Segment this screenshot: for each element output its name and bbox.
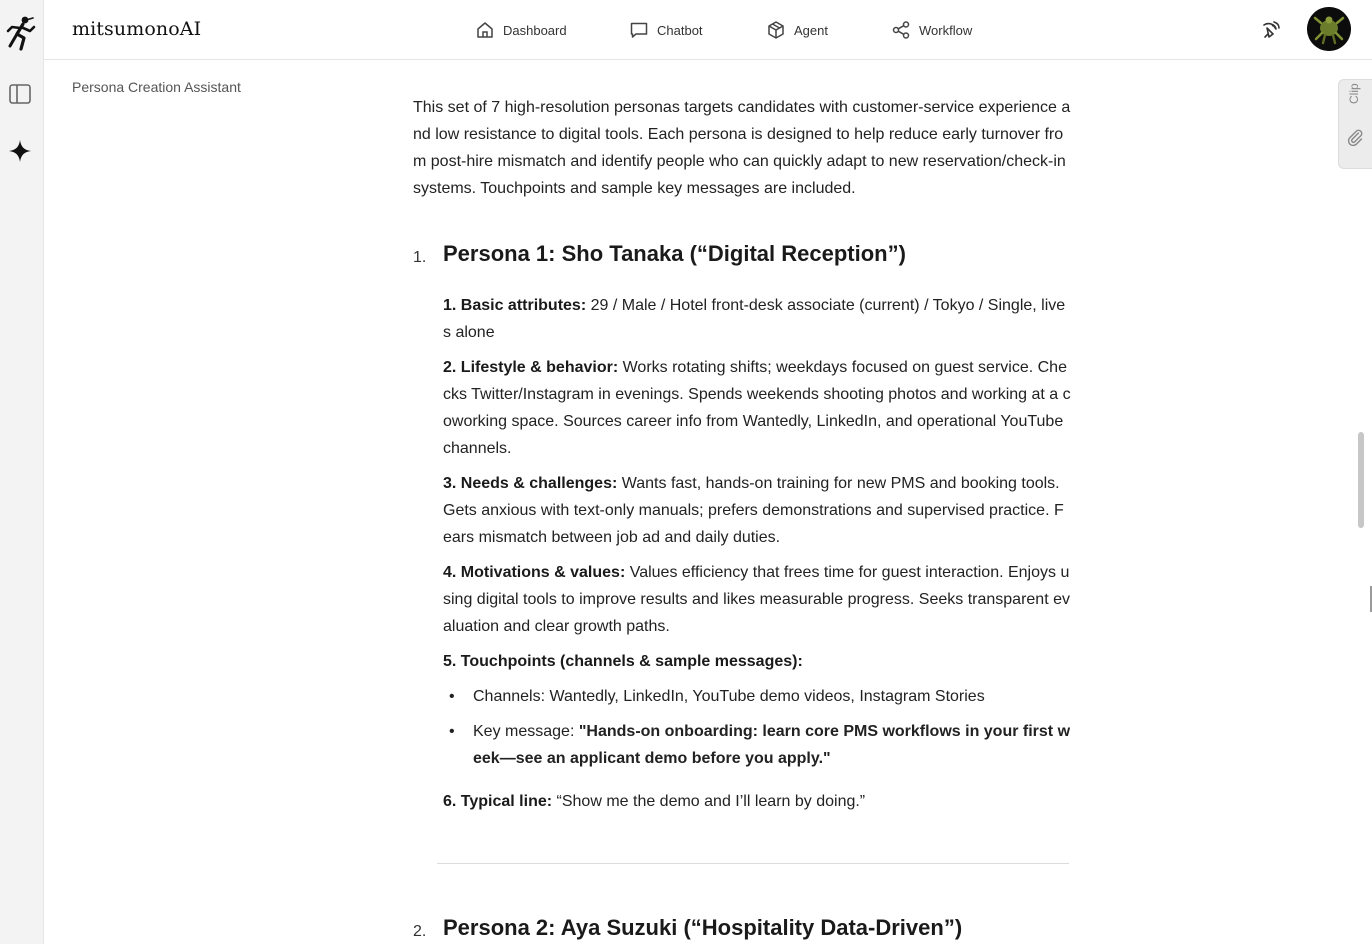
- scrollbar-thumb[interactable]: [1358, 432, 1364, 528]
- needs-text: Wants fast, hands-on training for new PMS and booking tools. Gets anxious with text-only manuals; prefers demonstrations and supervised practice. Fears mismatch between job ad and daily duties.: [443, 475, 1064, 546]
- nav-workflow[interactable]: [891, 0, 972, 60]
- avatar-figure-icon: [1307, 7, 1351, 51]
- key-message-prefix: Key message:: [473, 723, 579, 740]
- touchpoints: [443, 648, 1071, 675]
- paperclip-icon: [1346, 128, 1364, 146]
- basic-attributes-label: 1. Basic attributes:: [443, 297, 587, 314]
- persona-2-title: Persona 2: Aya Suzuki (“Hospitality Data-Driven”): [443, 915, 963, 940]
- touchpoints-label: 5. Touchpoints (channels & sample messages):: [443, 653, 803, 670]
- nav-dashboard-label: Dashboard: [503, 22, 567, 38]
- basic-attributes: [443, 292, 1071, 346]
- typical-label: 6. Typical line:: [443, 793, 553, 810]
- section-divider: [437, 863, 1069, 864]
- nav-chatbot-label: Chatbot: [657, 22, 703, 38]
- persona-1-title: Persona 1: Sho Tanaka (“Digital Reception”): [443, 241, 906, 266]
- list-item: [443, 718, 1071, 772]
- persona-1-attributes: [443, 292, 1071, 815]
- list-item: [443, 683, 1071, 710]
- scrollbar-track[interactable]: [1356, 170, 1364, 944]
- needs-challenges: [443, 470, 1071, 551]
- basic-attributes-text: 29 / Male / Hotel front-desk associate (current) / Tokyo / Single, lives alone: [443, 297, 1066, 341]
- lifestyle-label: 2. Lifestyle & behavior:: [443, 359, 619, 376]
- nav-agent[interactable]: [766, 0, 828, 60]
- nav-chatbot[interactable]: [629, 0, 703, 60]
- top-header: [44, 0, 1372, 60]
- key-message: "Hands-on onboarding: learn core PMS workflows in your first week—see an applicant demo before you apply.": [473, 723, 1071, 767]
- user-avatar[interactable]: [1307, 7, 1351, 51]
- nav-dashboard[interactable]: [475, 0, 567, 60]
- channels-text: Channels: Wantedly, LinkedIn, YouTube demo videos, Instagram Stories: [473, 688, 985, 705]
- nav-agent-label: Agent: [794, 22, 828, 38]
- sidebar-toggle-icon[interactable]: [9, 84, 31, 104]
- persona-2-number: 2.: [413, 923, 427, 940]
- assistant-name-label: Persona Creation Assistant: [72, 79, 241, 95]
- persona-2-heading: [413, 912, 1071, 944]
- persona-1-number: 1.: [413, 249, 427, 266]
- share-nodes-icon: [891, 20, 911, 40]
- left-rail: [0, 0, 44, 944]
- cube-icon: [766, 20, 786, 40]
- motivations-text: Values efficiency that frees time for guest interaction. Enjoys using digital tools to improve results and likes measurable progress. Seeks transparent evaluation and clear growth paths.: [443, 564, 1070, 635]
- motivations-label: 4. Motivations & values:: [443, 564, 626, 581]
- sparkle-icon[interactable]: [8, 139, 32, 163]
- clip-tab-label: Clip: [1347, 83, 1361, 104]
- typical-line: [443, 788, 1071, 815]
- lifestyle-text: Works rotating shifts; weekdays focused on guest service. Checks Twitter/Instagram in evenings. Spends weekends shooting photos and working at a coworking space. Sources career info from Wantedly, LinkedIn, and operational YouTube channels.: [443, 359, 1071, 457]
- intro-paragraph: This set of 7 high-resolution personas targets candidates with customer-service experience and low resistance to digital tools. Each persona is designed to help reduce early turnover from post-hire mismatch and identify people who can quickly adapt to new reservation/check-in systems. Touchpoints and sample key messages are included.: [413, 99, 1071, 197]
- lifestyle-behavior: [443, 354, 1071, 462]
- motivations-values: [443, 559, 1071, 640]
- persona-1-heading: [413, 238, 1071, 274]
- runner-logo-icon[interactable]: [4, 15, 36, 53]
- clip-tab[interactable]: [1338, 79, 1372, 169]
- assistant-message: [413, 94, 1071, 944]
- home-icon: [475, 20, 495, 40]
- needs-label: 3. Needs & challenges:: [443, 475, 618, 492]
- chat-bubble-icon: [629, 20, 649, 40]
- typical-text: “Show me the demo and I’ll learn by doing.”: [552, 793, 866, 810]
- broadcast-icon[interactable]: [1259, 18, 1283, 42]
- brand-name[interactable]: mitsumonoAI: [72, 18, 202, 40]
- touchpoints-list: [443, 683, 1071, 772]
- nav-workflow-label: Workflow: [919, 22, 973, 38]
